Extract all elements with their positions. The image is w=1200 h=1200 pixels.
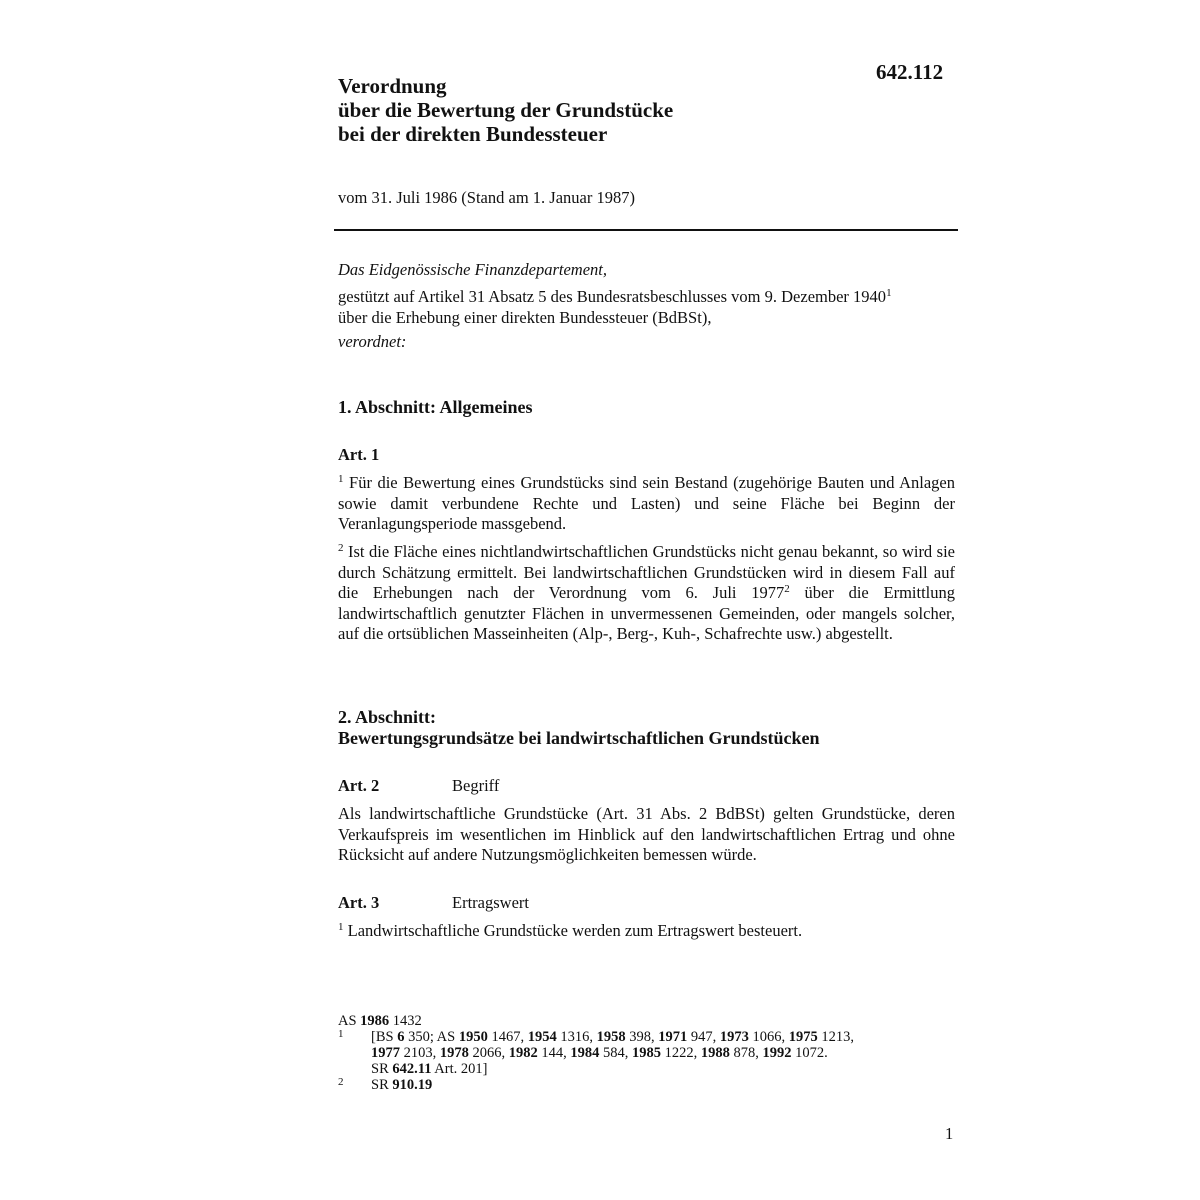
as-year: 1986 — [360, 1013, 390, 1029]
bold-ref: 1982 — [508, 1045, 538, 1061]
document-title — [338, 74, 673, 146]
bold-ref: 1985 — [632, 1045, 661, 1061]
bold-ref: 1975 — [788, 1029, 818, 1045]
date-line: vom 31. Juli 1986 (Stand am 1. Januar 1987) — [338, 188, 635, 207]
bold-ref: 6 — [397, 1029, 405, 1045]
as-page: 1432 — [392, 1013, 422, 1029]
footnote-ref-1: 1 — [886, 287, 892, 299]
article-2-heading — [338, 776, 499, 796]
title-line-2: über die Bewertung der Grundstücke — [338, 98, 674, 122]
footnote-2 — [338, 1077, 958, 1093]
paragraph-number: 1 — [338, 473, 344, 485]
page-number: 1 — [945, 1124, 954, 1143]
bold-ref: 1971 — [658, 1029, 688, 1045]
preamble-basis-part2: über die Erhebung einer direkten Bundessteuer (BdBSt), — [338, 307, 712, 327]
preamble-basis-part1: gestützt auf Artikel 31 Absatz 5 des Bundesratsbeschlusses vom 9. Dezember 1940 — [338, 287, 887, 306]
bold-ref: 1988 — [700, 1045, 730, 1061]
footnote-1-mark: 1 — [338, 1028, 344, 1040]
bold-ref: 910.19 — [392, 1077, 433, 1093]
bold-ref: 1977 — [371, 1045, 400, 1061]
bold-ref: 1984 — [570, 1045, 600, 1061]
bold-ref: 1950 — [458, 1029, 488, 1045]
section-2-heading-line-1: 2. Abschnitt: — [338, 707, 437, 727]
footnote-1-line-2: 1977 2103, 1978 2066, 1982 144, 1984 584, 1985 1222, 1988 878, 1992 1072. — [371, 1045, 828, 1061]
article-3-paragraph-1 — [338, 921, 955, 942]
section-1-heading: 1. Abschnitt: Allgemeines — [338, 397, 533, 417]
footnote-1-line-1: [BS 6 350; AS 1950 1467, 1954 1316, 1958 398, 1971 947, 1973 1066, 1975 1213, — [371, 1029, 854, 1045]
bold-ref: 642.11 — [392, 1061, 432, 1077]
paragraph-text-b: über die Ermittlung landwirtschaftlich genutzter Flächen in unvermessenen Gemeinden, oder mangels solcher, auf die ortsüblichen Masseinheiten (Alp-, Berg-, Kuh-, Schafrechte usw.) abgestellt. — [338, 583, 956, 643]
bold-ref: 1954 — [527, 1029, 557, 1045]
article-2-text: Als landwirtschaftliche Grundstücke (Art. 31 Abs. 2 BdBSt) gelten Grundstücke, deren Verkaufspreis im wesentlichen im Hinblick auf den landwirtschaftlichen Ertrag und ohne Rücksicht auf andere Nutzungsmöglichkeiten bemessen würde. — [338, 804, 955, 864]
footnotes — [338, 1013, 958, 1093]
paragraph-text: Für die Bewertung eines Grundstücks sind sein Bestand (zugehörige Bauten und Anlagen sowie damit verbundene Rechte und Lasten) und seine Fläche bei Beginn der Veranlagungsperiode massgebend. — [338, 473, 955, 533]
footnote-ref-2: 2 — [784, 583, 790, 595]
article-2-label: Art. 2 — [338, 776, 380, 795]
article-3-heading — [338, 893, 529, 913]
paragraph-text: Landwirtschaftliche Grundstücke werden zum Ertragswert besteuert. — [347, 921, 803, 940]
title-line-3: bei der direkten Bundessteuer — [338, 122, 608, 146]
bold-ref: 1978 — [439, 1045, 469, 1061]
title-line-1: Verordnung — [338, 74, 447, 98]
paragraph-number: 2 — [338, 542, 344, 554]
as-reference — [338, 1013, 958, 1029]
article-1-heading — [338, 445, 452, 465]
paragraph-number: 1 — [338, 921, 344, 933]
article-1-paragraph-2 — [338, 542, 955, 645]
bold-ref: 1992 — [762, 1045, 792, 1061]
article-1-paragraph-1 — [338, 473, 955, 535]
header-rule — [334, 229, 958, 231]
bold-ref: 1973 — [719, 1029, 749, 1045]
preamble-basis — [338, 287, 955, 328]
article-2-title: Begriff — [452, 776, 500, 795]
article-1-label: Art. 1 — [338, 445, 380, 464]
section-2-heading-line-2: Bewertungsgrundsätze bei landwirtschaftlichen Grundstücken — [338, 727, 820, 748]
bold-ref: 1958 — [596, 1029, 626, 1045]
section-2-heading — [338, 707, 820, 748]
sr-number: 642.112 — [876, 60, 944, 84]
footnote-2-line-1: SR 910.19 — [371, 1077, 433, 1093]
preamble-decree: verordnet: — [338, 332, 407, 351]
paragraph-text-a: Ist die Fläche eines nichtlandwirtschaftlichen Grundstücks nicht genau bekannt, so wird sie durch Schätzung ermittelt. Bei landwirtschaftlichen Grundstücken wird in diesem Fall auf die Erhebungen nach der Verordnung vom 6. Juli 1977 — [338, 542, 956, 602]
preamble-authority: Das Eidgenössische Finanzdepartement, — [338, 260, 608, 279]
as-prefix: AS — [338, 1013, 357, 1029]
footnote-1-line-3: SR 642.11 Art. 201] — [371, 1061, 488, 1077]
footnote-2-mark: 2 — [338, 1076, 344, 1088]
article-3-title: Ertragswert — [452, 893, 529, 912]
footnote-1 — [338, 1029, 958, 1077]
article-3-label: Art. 3 — [338, 893, 380, 912]
